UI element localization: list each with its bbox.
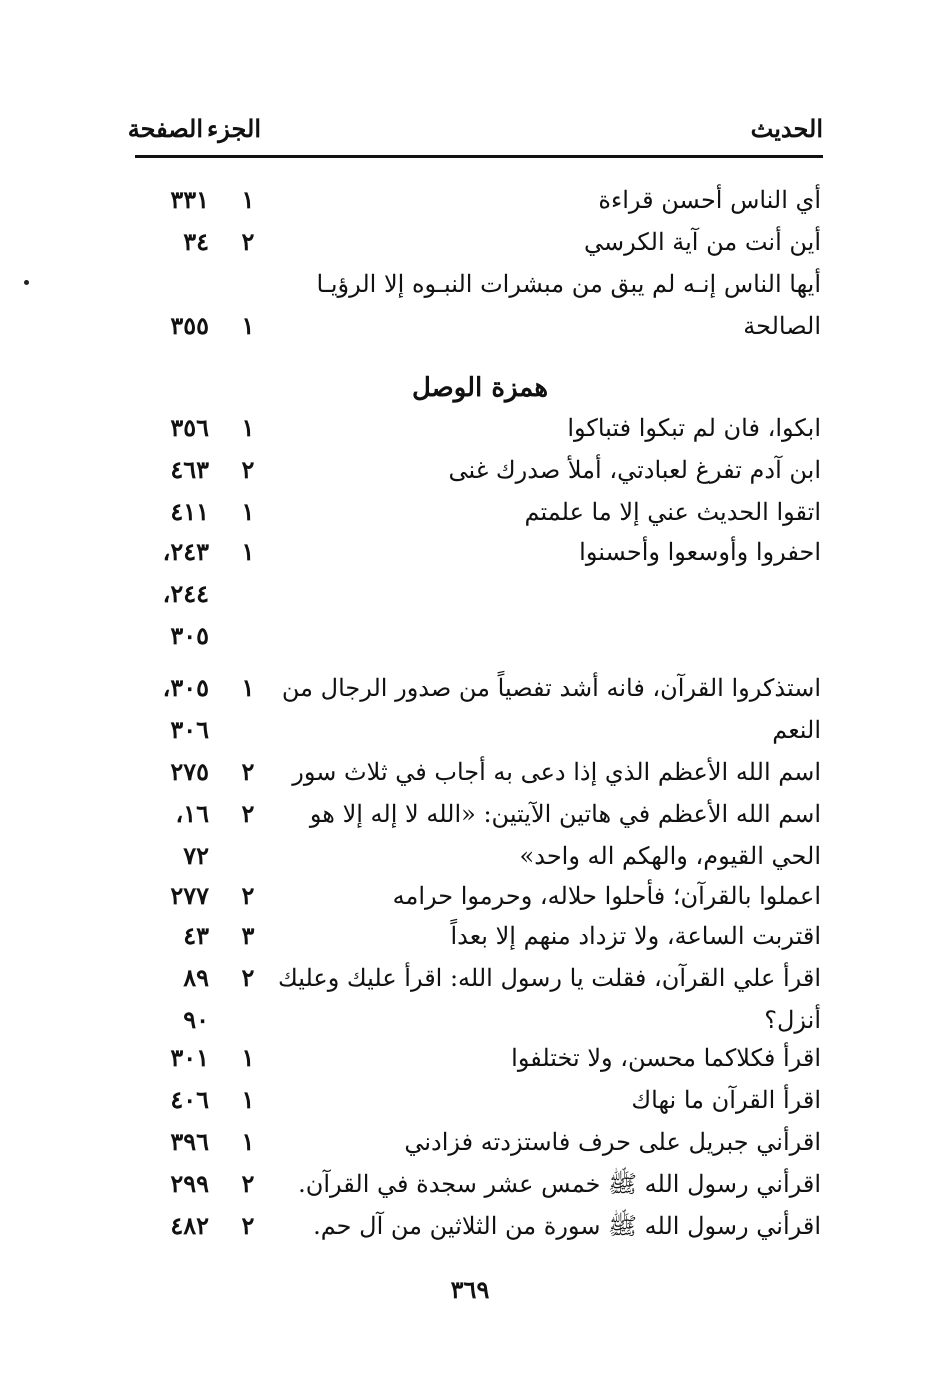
hadith-text: اقرأني جبريل على حرف فاستزدته فزادني — [404, 1128, 821, 1156]
hadith-text: استذكروا القرآن، فانه أشد تفصياً من صدور الرجال من — [281, 674, 821, 702]
hadith-text: أيها الناس إنـه لم يبق من مبشرات النبـوه إلا الرؤيـا — [316, 270, 821, 298]
juz-number: ١ — [241, 413, 255, 442]
page-ref: ٣٠١ — [170, 1043, 209, 1072]
page-ref: ٣٠٦ — [170, 715, 209, 744]
page-ref: ١٦، — [175, 799, 209, 828]
page-ref: ٣٥٥ — [170, 311, 209, 340]
juz-number: ٢ — [241, 757, 255, 786]
page-ref: ٣٤ — [183, 227, 209, 256]
page-ref: ٧٢ — [183, 841, 209, 870]
header-juz: الجزء — [207, 114, 261, 143]
hadith-text: اقرأني رسول الله ﷺ سورة من الثلاثين من آل حم. — [313, 1212, 821, 1240]
hadith-text: اقرأ القرآن ما نهاك — [631, 1086, 821, 1114]
page-ref: ٤١١ — [170, 497, 209, 526]
juz-number: ٢ — [241, 455, 255, 484]
juz-number: ٢ — [241, 963, 255, 992]
header-hadith: الحديث — [750, 114, 823, 143]
juz-number: ١ — [241, 311, 255, 340]
juz-number: ١ — [241, 1085, 255, 1114]
juz-number: ٢ — [241, 799, 255, 828]
page-ref: ٣٣١ — [170, 185, 209, 214]
juz-number: ١ — [241, 1127, 255, 1156]
header-page: الصفحة — [127, 114, 203, 143]
juz-number: ٢ — [241, 881, 255, 910]
hadith-text: اقتربت الساعة، ولا تزداد منهم إلا بعداً — [450, 922, 821, 950]
hadith-text: ابن آدم تفرغ لعبادتي، أملأ صدرك غنى — [448, 456, 821, 484]
page-ref: ٤٣ — [183, 921, 209, 950]
hadith-text: اقرأ فكلاكما محسن، ولا تختلفوا — [511, 1044, 821, 1072]
hadith-text: أين أنت من آية الكرسي — [584, 228, 821, 256]
page-ref: ٣٩٦ — [170, 1127, 209, 1156]
juz-number: ٢ — [241, 1211, 255, 1240]
hadith-text: أي الناس أحسن قراءة — [598, 186, 821, 214]
hadith-text: النعم — [772, 716, 821, 744]
hadith-text: اعملوا بالقرآن؛ فأحلوا حلاله، وحرموا حرامه — [392, 882, 821, 910]
juz-number: ٢ — [241, 227, 255, 256]
juz-number: ١ — [241, 673, 255, 702]
juz-number: ٣ — [241, 921, 255, 950]
juz-number: ١ — [241, 185, 255, 214]
page-number: ٣٦٩ — [450, 1275, 490, 1304]
hadith-text: أنزل؟ — [764, 1006, 821, 1034]
juz-number: ١ — [241, 1043, 255, 1072]
page-ref: ٢٤٣، — [162, 537, 209, 566]
page-ref: ٩٠ — [183, 1005, 209, 1034]
page-ref: ٢٩٩ — [170, 1169, 209, 1198]
hadith-text: اسم الله الأعظم في هاتين الآيتين: «الله لا إله إلا هو — [309, 800, 821, 828]
hadith-text: الصالحة — [743, 312, 821, 340]
hadith-text: احفروا وأوسعوا وأحسنوا — [579, 538, 821, 566]
juz-number: ١ — [241, 497, 255, 526]
section-title: همزة الوصل — [411, 373, 549, 403]
hadith-text: اتقوا الحديث عني إلا ما علمتم — [524, 498, 821, 526]
hadith-text: اقرأني رسول الله ﷺ خمس عشر سجدة في القرآن. — [298, 1170, 821, 1198]
hadith-text: اقرأ علي القرآن، فقلت يا رسول الله: اقرأ عليك وعليك — [277, 964, 821, 992]
page-ref: ٢٤٤، — [162, 579, 209, 608]
hadith-text: الحي القيوم، والهكم اله واحد» — [519, 842, 821, 870]
hadith-text: اسم الله الأعظم الذي إذا دعى به أجاب في ثلاث سور — [292, 758, 821, 786]
page-ref: ٢٧٥ — [170, 757, 209, 786]
page-ref: ٨٩ — [183, 963, 209, 992]
page-ref: ٣٠٥ — [170, 621, 209, 650]
juz-number: ٢ — [241, 1169, 255, 1198]
page-ref: ٤٠٦ — [170, 1085, 209, 1114]
juz-number: ١ — [241, 537, 255, 566]
page-ref: ٣٠٥، — [162, 673, 209, 702]
page-ref: ٤٦٣ — [170, 455, 209, 484]
page-ref: ٤٨٢ — [170, 1211, 209, 1240]
page-ref: ٢٧٧ — [170, 881, 209, 910]
hadith-text: ابكوا، فان لم تبكوا فتباكوا — [567, 414, 821, 442]
page-ref: ٣٥٦ — [170, 413, 209, 442]
